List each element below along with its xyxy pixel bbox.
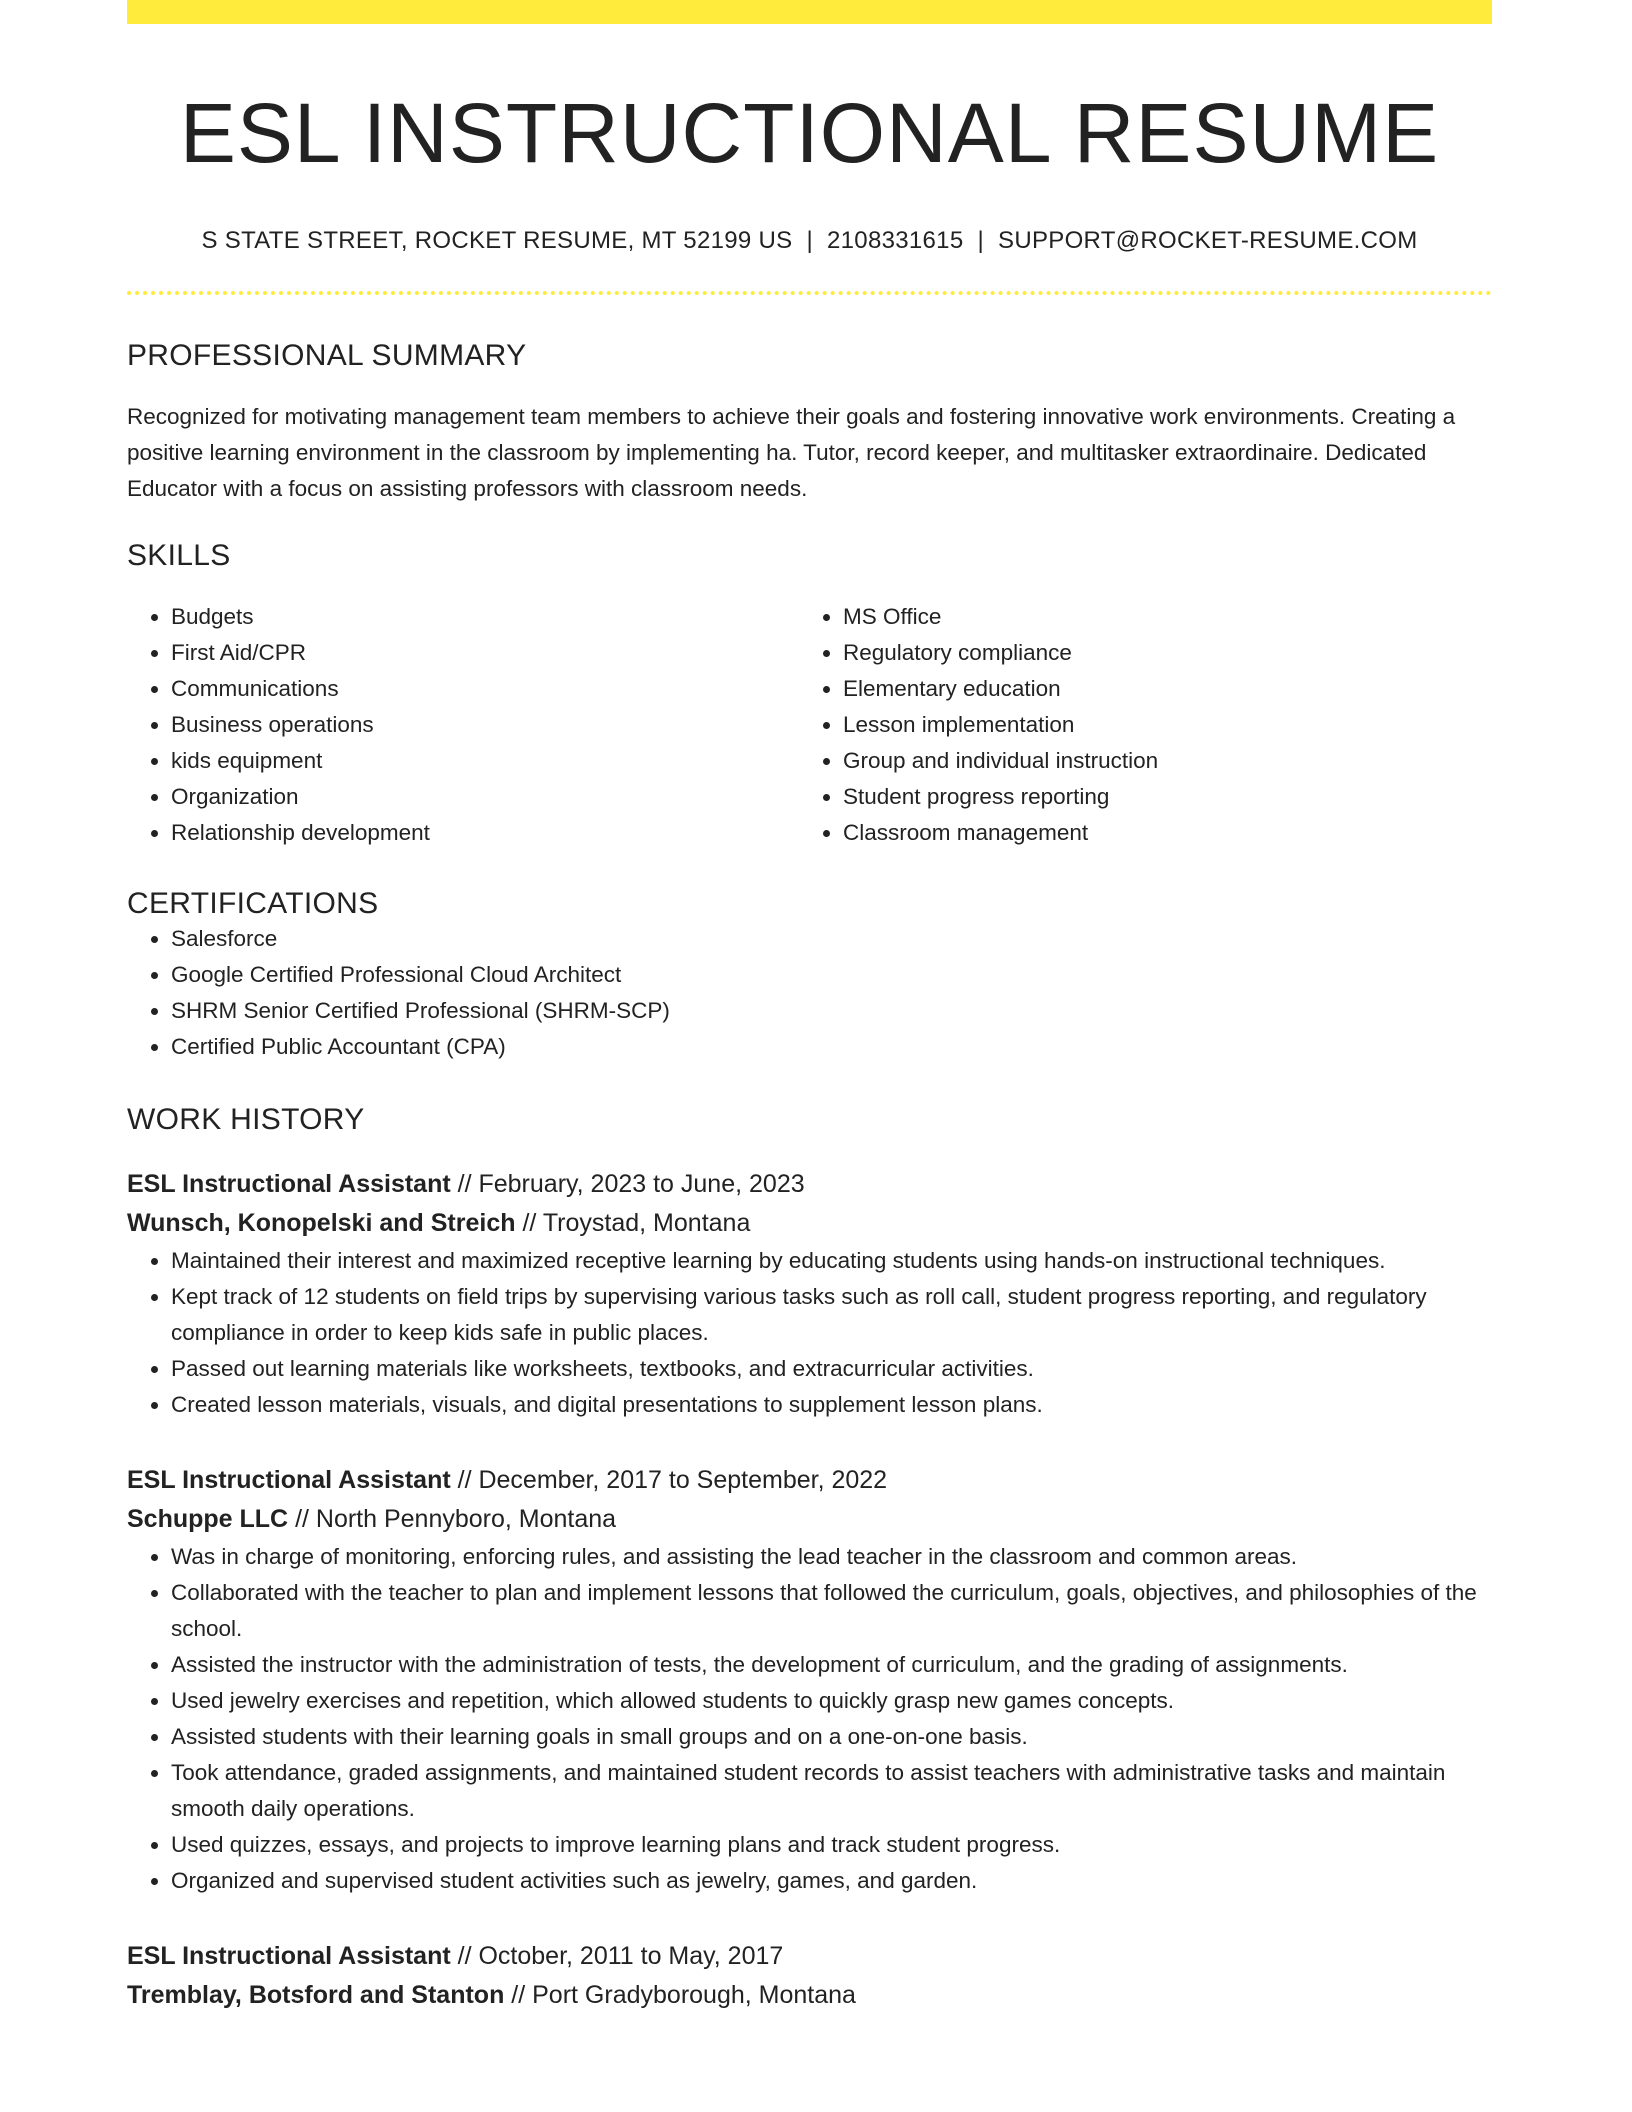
skill-item: • Student progress reporting	[843, 779, 1471, 815]
work-history-section	[127, 1103, 1492, 2015]
skill-item: • Elementary education	[843, 671, 1471, 707]
job-entry	[127, 1461, 1492, 1899]
job-entry	[127, 1165, 1492, 1423]
job-role-line	[127, 1165, 1492, 1204]
skill-item: • MS Office	[843, 599, 1471, 635]
skills-section	[127, 539, 1492, 851]
job-company: Tremblay, Botsford and Stanton	[127, 1981, 505, 2010]
certification-item: • Certified Public Accountant (CPA)	[171, 1029, 1492, 1065]
job-location: // Troystad, Montana	[522, 1209, 751, 1238]
contact-phone: 2108331615	[827, 227, 964, 255]
job-bullet: • Organized and supervised student activities such as jewelry, games, and garden.	[171, 1863, 1492, 1899]
job-bullet: • Was in charge of monitoring, enforcing rules, and assisting the lead teacher in the classroom and common areas.	[171, 1539, 1492, 1575]
job-dates: // December, 2017 to September, 2022	[457, 1466, 888, 1495]
skill-item: • Relationship development	[171, 815, 799, 851]
skill-item: • First Aid/CPR	[171, 635, 799, 671]
job-dates: // October, 2011 to May, 2017	[457, 1942, 784, 1971]
job-role: ESL Instructional Assistant	[127, 1466, 451, 1495]
skills-list-left	[127, 599, 799, 851]
job-bullet: • Created lesson materials, visuals, and digital presentations to supplement lesson plans.	[171, 1387, 1492, 1423]
certification-item: • SHRM Senior Certified Professional (SHRM-SCP)	[171, 993, 1492, 1029]
job-bullet: • Took attendance, graded assignments, and maintained student records to assist teachers with administrative tasks and maintain smooth daily operations.	[171, 1755, 1492, 1827]
job-role: ESL Instructional Assistant	[127, 1942, 451, 1971]
skill-item: • Classroom management	[843, 815, 1471, 851]
job-bullet: • Used quizzes, essays, and projects to improve learning plans and track student progress.	[171, 1827, 1492, 1863]
certifications-list	[127, 921, 1492, 1065]
resume-page	[127, 0, 1492, 2015]
skill-item: • Budgets	[171, 599, 799, 635]
summary-text: Recognized for motivating management team members to achieve their goals and fostering innovative work environments. Creating a positive learning environment in the classroom by implementing ha. Tutor, record keeper, and multitasker extraordinaire. Dedicated Educator with a focus on assisting professors with classroom needs.	[127, 404, 1456, 502]
certifications-section	[127, 887, 1492, 1065]
skill-item: • kids equipment	[171, 743, 799, 779]
skills-column-right	[799, 599, 1471, 851]
job-role-line	[127, 1937, 1492, 1976]
job-bullet-list	[127, 1243, 1492, 1423]
skill-item: • Communications	[171, 671, 799, 707]
section-title-summary: PROFESSIONAL SUMMARY	[127, 339, 527, 373]
section-title-skills: SKILLS	[127, 539, 231, 573]
job-role-line	[127, 1461, 1492, 1500]
job-company: Schuppe LLC	[127, 1505, 289, 1534]
top-accent-bar	[127, 0, 1492, 24]
job-bullet: • Maintained their interest and maximized receptive learning by educating students using hands-on instructional techniques.	[171, 1243, 1492, 1279]
job-location: // North Pennyboro, Montana	[295, 1505, 617, 1534]
section-title-work-history: WORK HISTORY	[127, 1103, 365, 1137]
job-bullet: • Kept track of 12 students on field trips by supervising various tasks such as roll call, student progress reporting, and regulatory compliance in order to keep kids safe in public places.	[171, 1279, 1492, 1351]
job-role: ESL Instructional Assistant	[127, 1170, 451, 1199]
dotted-divider	[127, 291, 1492, 295]
skills-list-right	[799, 599, 1471, 851]
job-bullet: • Assisted the instructor with the administration of tests, the development of curriculum, and the grading of assignments.	[171, 1647, 1492, 1683]
certification-item: • Salesforce	[171, 921, 1492, 957]
section-title-certifications: CERTIFICATIONS	[127, 887, 379, 921]
job-dates: // February, 2023 to June, 2023	[457, 1170, 805, 1199]
contact-line	[127, 227, 1492, 255]
summary-section	[127, 339, 1492, 507]
contact-address: S STATE STREET, ROCKET RESUME, MT 52199 US	[201, 227, 793, 255]
job-bullet: • Assisted students with their learning goals in small groups and on a one-on-one basis.	[171, 1719, 1492, 1755]
skill-item: • Organization	[171, 779, 799, 815]
contact-separator: |	[977, 227, 985, 255]
certification-item: • Google Certified Professional Cloud Architect	[171, 957, 1492, 993]
job-bullet: • Collaborated with the teacher to plan and implement lessons that followed the curriculum, goals, objectives, and philosophies of the school.	[171, 1575, 1492, 1647]
contact-separator: |	[806, 227, 813, 255]
job-location: // Port Gradyborough, Montana	[511, 1981, 856, 2010]
job-company: Wunsch, Konopelski and Streich	[127, 1209, 516, 1238]
skills-column-left	[127, 599, 799, 851]
job-company-line	[127, 1500, 1492, 1539]
skill-item: • Lesson implementation	[843, 707, 1471, 743]
skill-item: • Group and individual instruction	[843, 743, 1471, 779]
job-bullet: • Passed out learning materials like worksheets, textbooks, and extracurricular activities.	[171, 1351, 1492, 1387]
contact-email: SUPPORT@ROCKET-RESUME.COM	[998, 227, 1418, 255]
job-entry	[127, 1937, 1492, 2015]
job-company-line	[127, 1976, 1492, 2015]
skills-grid	[127, 599, 1492, 851]
job-bullet: • Used jewelry exercises and repetition, which allowed students to quickly grasp new games concepts.	[171, 1683, 1492, 1719]
skill-item: • Regulatory compliance	[843, 635, 1471, 671]
job-bullet-list	[127, 1539, 1492, 1899]
skill-item: • Business operations	[171, 707, 799, 743]
resume-title: ESL INSTRUCTIONAL RESUME	[179, 86, 1440, 180]
job-company-line	[127, 1204, 1492, 1243]
